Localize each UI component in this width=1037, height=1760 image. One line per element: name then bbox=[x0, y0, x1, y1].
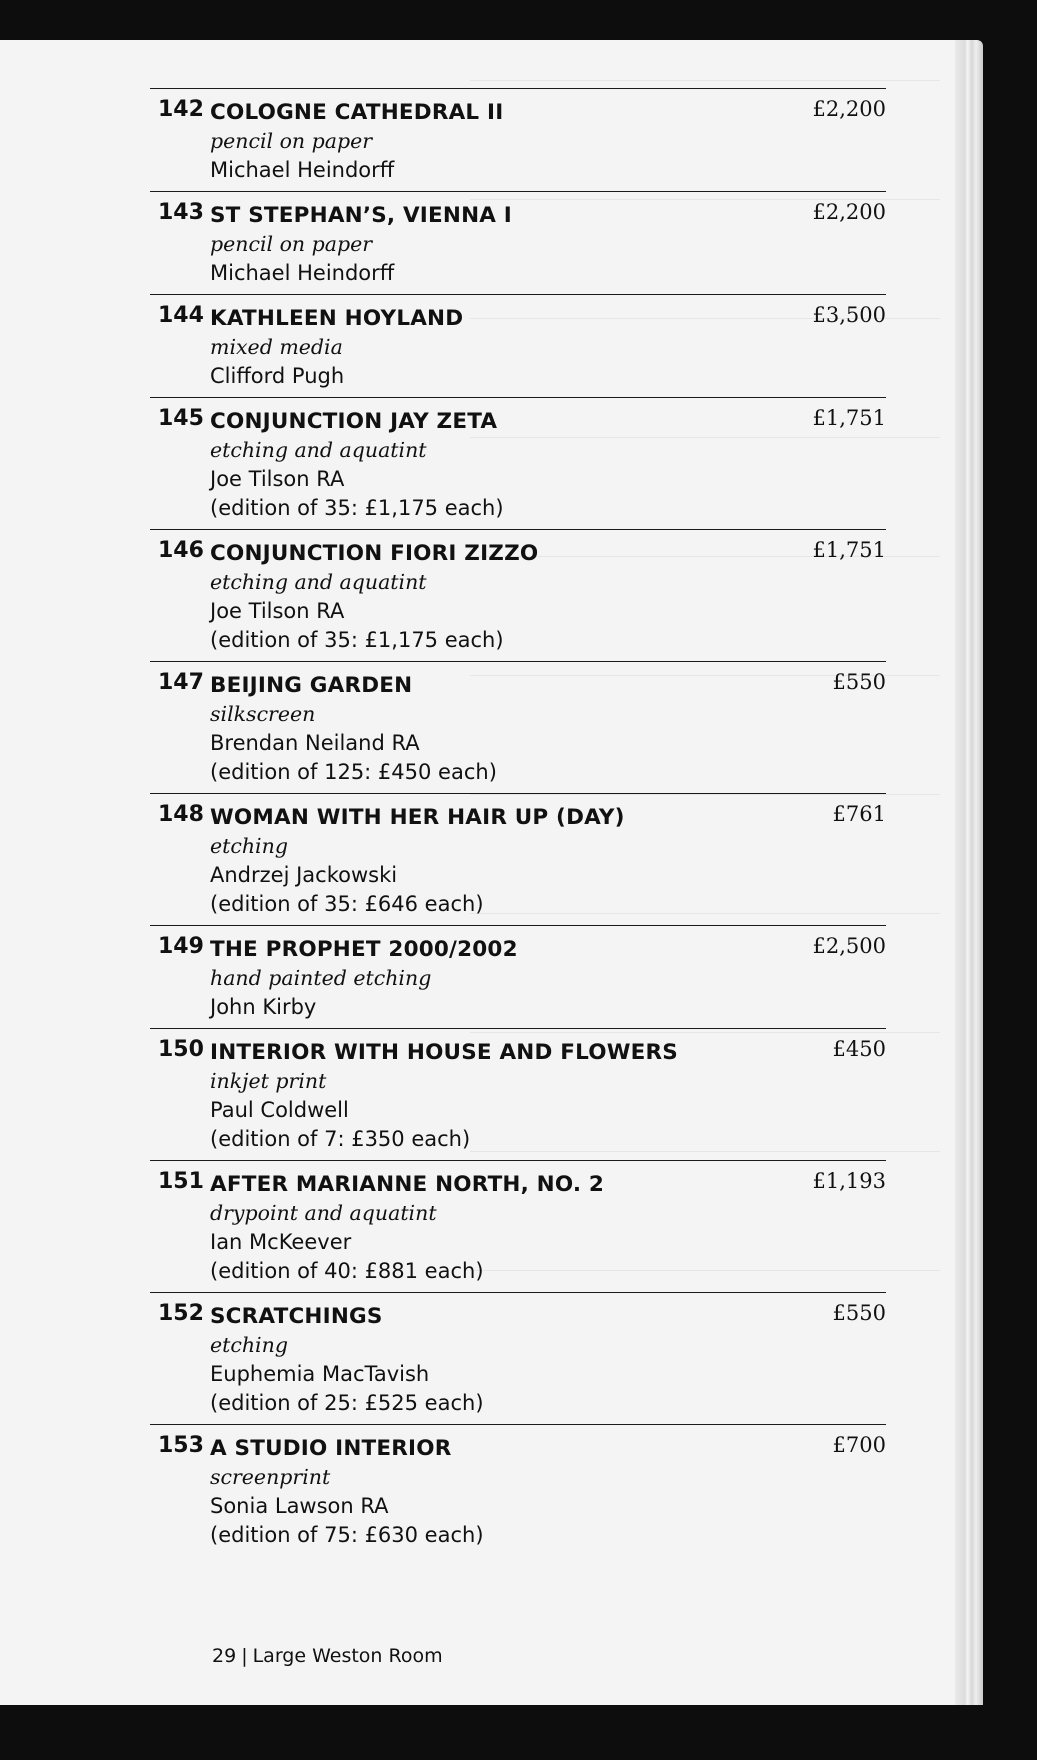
entry-number: 146 bbox=[158, 538, 204, 563]
entry-artist: Joe Tilson RA bbox=[210, 599, 345, 623]
catalogue-entry bbox=[150, 1160, 886, 1292]
entry-title: A STUDIO INTERIOR bbox=[210, 1436, 452, 1461]
entry-title: COLOGNE CATHEDRAL II bbox=[210, 100, 504, 125]
entry-title: BEIJING GARDEN bbox=[210, 673, 413, 698]
entry-price: £2,200 bbox=[812, 200, 886, 224]
entry-title: CONJUNCTION JAY ZETA bbox=[210, 409, 498, 434]
entry-title: KATHLEEN HOYLAND bbox=[210, 306, 464, 331]
entry-medium: etching and aquatint bbox=[210, 438, 427, 462]
catalogue-entry bbox=[150, 1424, 886, 1556]
entry-price: £2,500 bbox=[812, 934, 886, 958]
entry-title: AFTER MARIANNE NORTH, NO. 2 bbox=[210, 1172, 605, 1197]
entry-edition: (edition of 35: £646 each) bbox=[210, 892, 484, 916]
entry-artist: Euphemia MacTavish bbox=[210, 1362, 430, 1386]
entry-edition: (edition of 125: £450 each) bbox=[210, 760, 497, 784]
entry-number: 149 bbox=[158, 934, 204, 959]
entry-number: 148 bbox=[158, 802, 204, 827]
entry-price: £700 bbox=[832, 1433, 886, 1457]
entry-price: £3,500 bbox=[812, 303, 886, 327]
entry-artist: John Kirby bbox=[210, 995, 317, 1019]
entry-price: £550 bbox=[832, 1301, 886, 1325]
entry-number: 142 bbox=[158, 97, 204, 122]
entry-number: 145 bbox=[158, 406, 204, 431]
entry-medium: pencil on paper bbox=[210, 232, 373, 256]
catalogue-entry bbox=[150, 294, 886, 397]
entry-medium: etching and aquatint bbox=[210, 570, 427, 594]
entry-title: SCRATCHINGS bbox=[210, 1304, 383, 1329]
entry-artist: Michael Heindorff bbox=[210, 261, 395, 285]
entry-edition: (edition of 75: £630 each) bbox=[210, 1523, 484, 1547]
entry-artist: Joe Tilson RA bbox=[210, 467, 345, 491]
page-edge bbox=[955, 40, 983, 1705]
catalogue-entry bbox=[150, 529, 886, 661]
catalogue-entry bbox=[150, 1028, 886, 1160]
entry-title: THE PROPHET 2000/2002 bbox=[210, 937, 518, 962]
entry-medium: mixed media bbox=[210, 335, 343, 359]
entry-price: £1,193 bbox=[812, 1169, 886, 1193]
entry-medium: drypoint and aquatint bbox=[210, 1201, 437, 1225]
entry-edition: (edition of 35: £1,175 each) bbox=[210, 496, 504, 520]
entry-artist: Ian McKeever bbox=[210, 1230, 352, 1254]
catalogue-entry bbox=[150, 793, 886, 925]
entry-price: £761 bbox=[832, 802, 886, 826]
entry-number: 153 bbox=[158, 1433, 204, 1458]
catalogue-entry bbox=[150, 661, 886, 793]
entry-artist: Brendan Neiland RA bbox=[210, 731, 420, 755]
entry-medium: etching bbox=[210, 834, 288, 858]
entry-number: 151 bbox=[158, 1169, 204, 1194]
entry-number: 150 bbox=[158, 1037, 204, 1062]
entry-artist: Andrzej Jackowski bbox=[210, 863, 398, 887]
entry-number: 152 bbox=[158, 1301, 204, 1326]
entry-artist: Clifford Pugh bbox=[210, 364, 345, 388]
entry-medium: hand painted etching bbox=[210, 966, 432, 990]
entry-medium: silkscreen bbox=[210, 702, 316, 726]
entry-price: £1,751 bbox=[812, 406, 886, 430]
entry-medium: screenprint bbox=[210, 1465, 331, 1489]
entry-title: CONJUNCTION FIORI ZIZZO bbox=[210, 541, 539, 566]
catalogue-entry bbox=[150, 88, 886, 191]
entry-number: 143 bbox=[158, 200, 204, 225]
entry-number: 147 bbox=[158, 670, 204, 695]
entry-edition: (edition of 7: £350 each) bbox=[210, 1127, 471, 1151]
entry-edition: (edition of 40: £881 each) bbox=[210, 1259, 484, 1283]
catalogue-entry bbox=[150, 397, 886, 529]
entry-price: £450 bbox=[832, 1037, 886, 1061]
entry-number: 144 bbox=[158, 303, 204, 328]
entry-artist: Sonia Lawson RA bbox=[210, 1494, 389, 1518]
catalogue-entry bbox=[150, 925, 886, 1028]
section-name: Large Weston Room bbox=[252, 1645, 443, 1667]
entry-title: INTERIOR WITH HOUSE AND FLOWERS bbox=[210, 1040, 678, 1065]
entry-edition: (edition of 35: £1,175 each) bbox=[210, 628, 504, 652]
page-number: 29 bbox=[212, 1645, 237, 1667]
page-footer bbox=[212, 1645, 443, 1667]
catalogue-entry bbox=[150, 191, 886, 294]
footer-separator: | bbox=[241, 1645, 248, 1667]
entry-title: ST STEPHAN’S, VIENNA I bbox=[210, 203, 512, 228]
catalogue-entries bbox=[150, 88, 886, 1556]
entry-artist: Paul Coldwell bbox=[210, 1098, 349, 1122]
entry-artist: Michael Heindorff bbox=[210, 158, 395, 182]
entry-price: £1,751 bbox=[812, 538, 886, 562]
catalogue-entry bbox=[150, 1292, 886, 1424]
entry-medium: etching bbox=[210, 1333, 288, 1357]
entry-title: WOMAN WITH HER HAIR UP (DAY) bbox=[210, 805, 625, 830]
entry-price: £550 bbox=[832, 670, 886, 694]
entry-edition: (edition of 25: £525 each) bbox=[210, 1391, 484, 1415]
entry-medium: inkjet print bbox=[210, 1069, 327, 1093]
entry-medium: pencil on paper bbox=[210, 129, 373, 153]
entry-price: £2,200 bbox=[812, 97, 886, 121]
